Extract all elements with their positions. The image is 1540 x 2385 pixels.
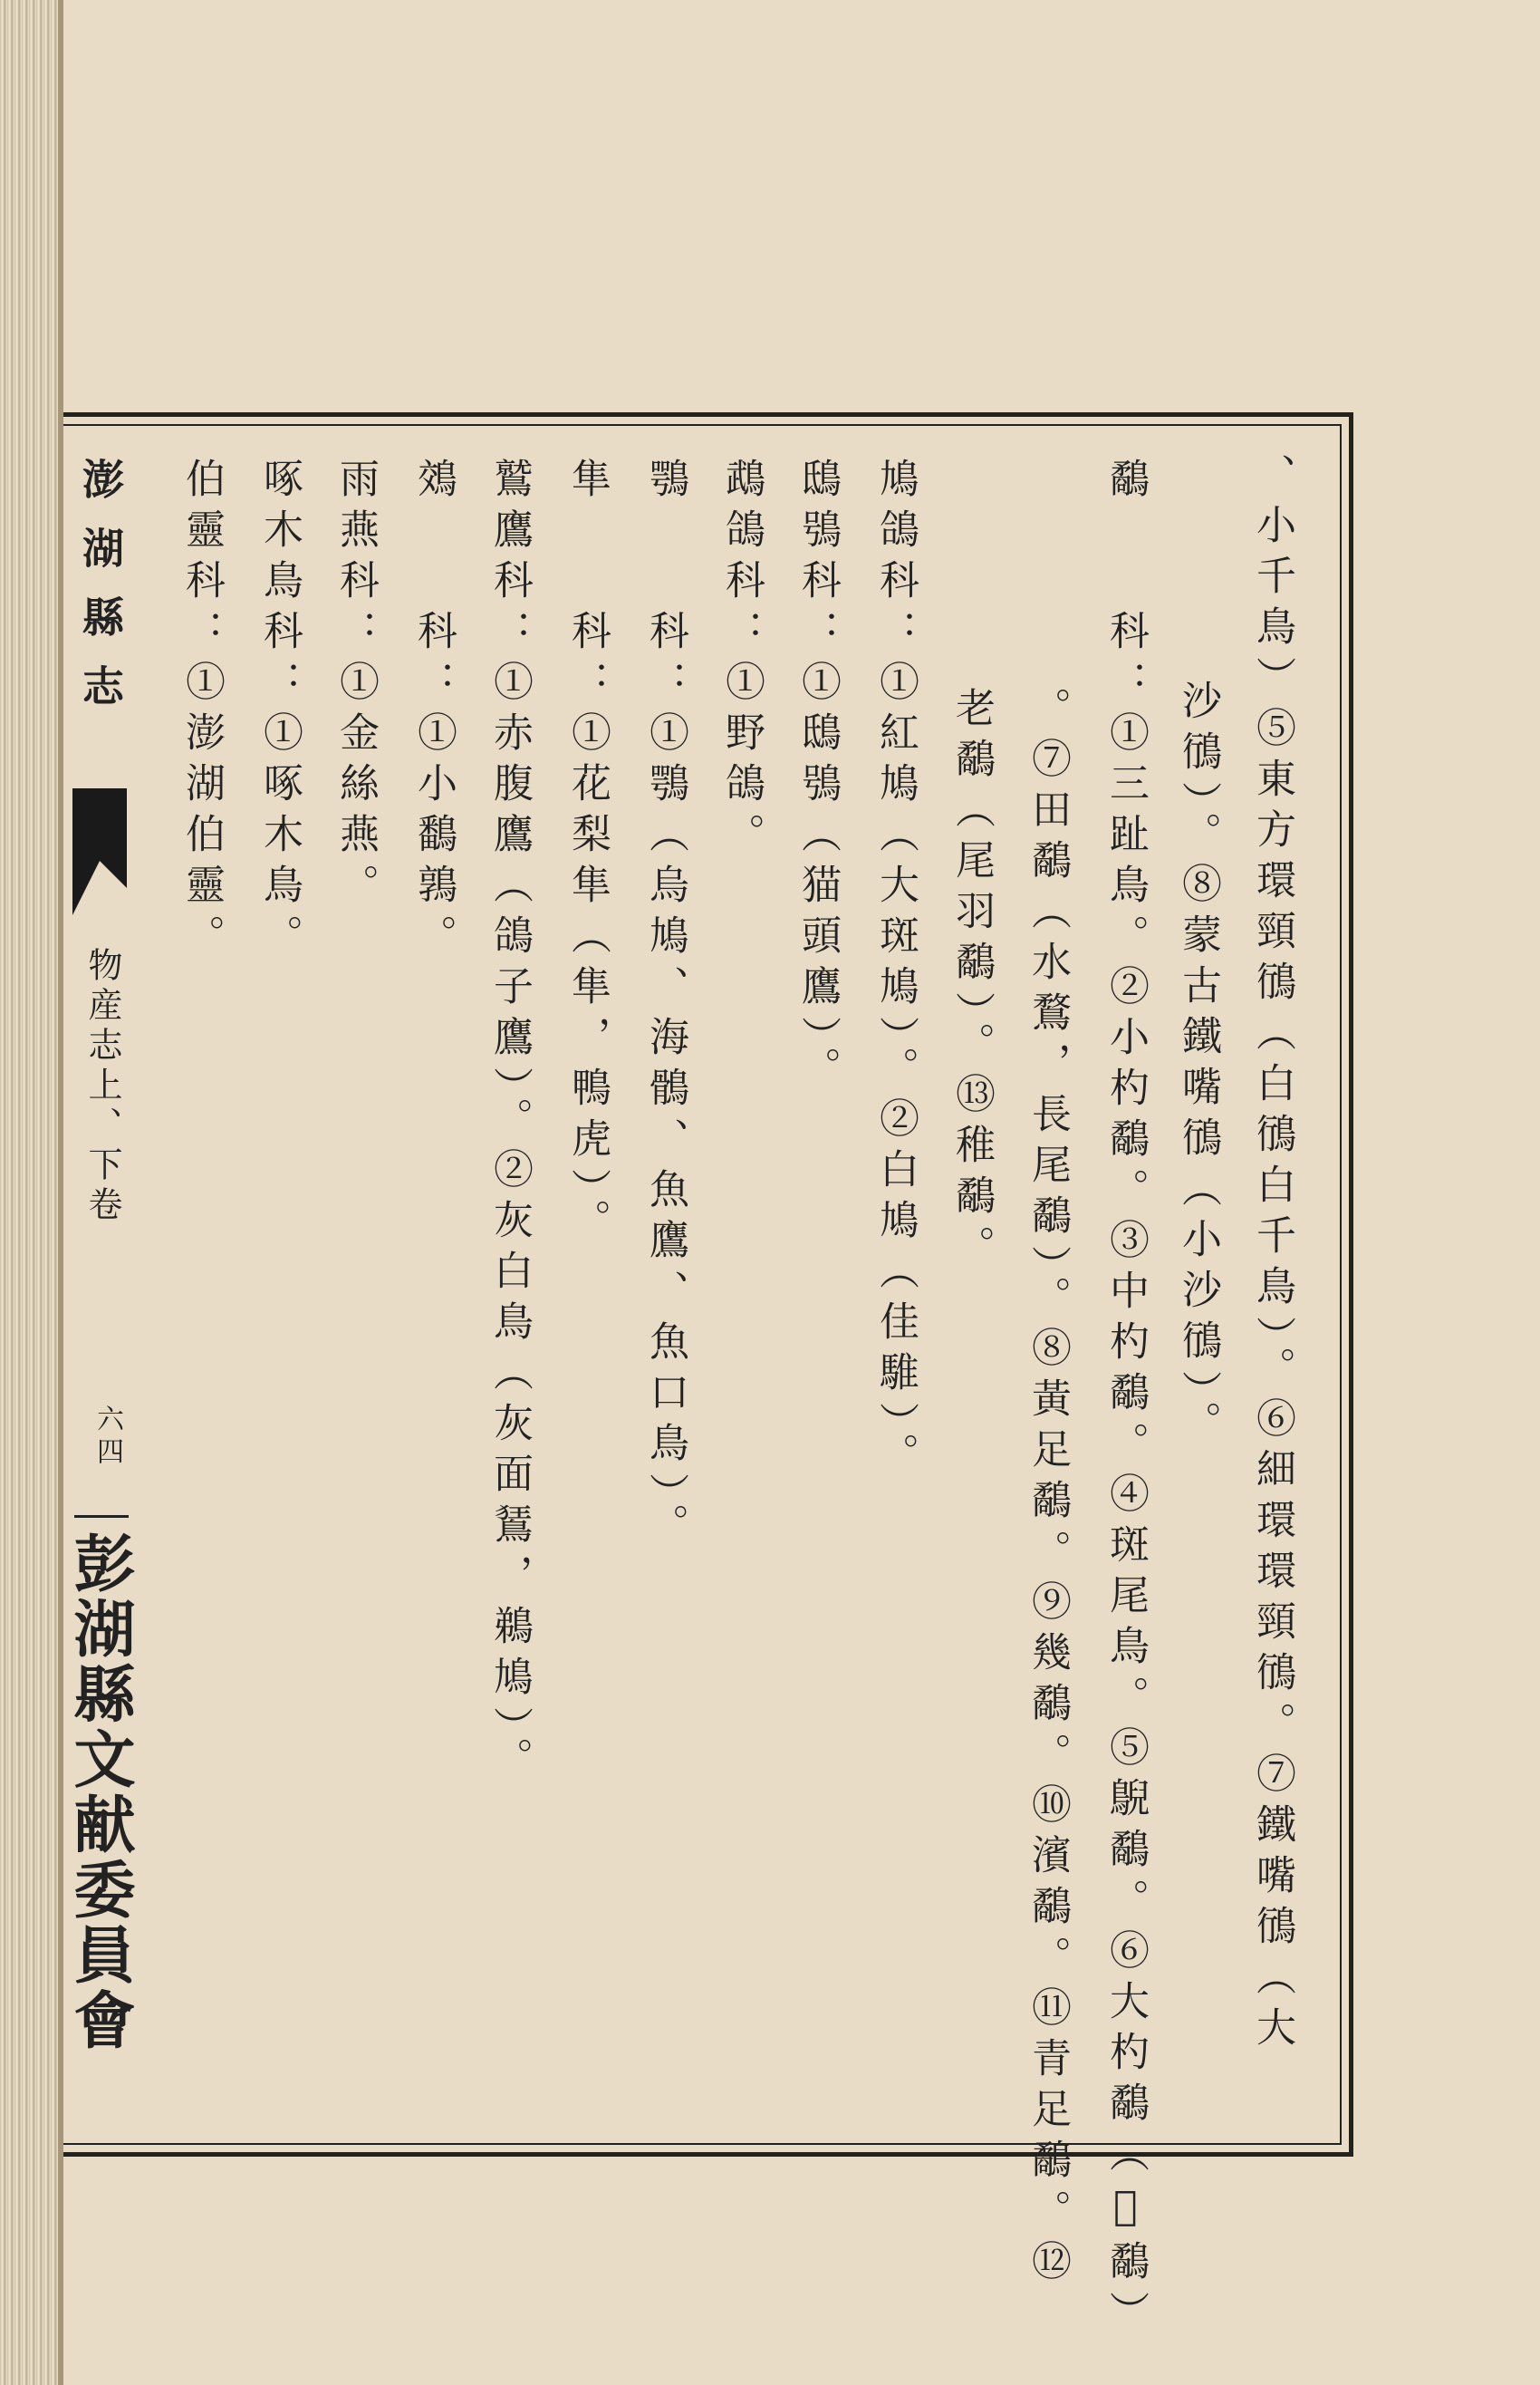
publisher-name: 彭湖縣文献委員會 (63, 1531, 136, 2053)
text-column-7: 鴟鴞科：①鴟鴞（猫頭鷹）。 (794, 458, 841, 1097)
text-column-11: 鷲鷹科：①赤腹鷹（鴿子鷹）。②灰白鳥（灰面鵟，鵜鳩）。 (486, 458, 533, 1788)
text-column-12: 鵁 科：①小鷭鶉。 (410, 458, 457, 965)
text-column-14: 啄木鳥科：①啄木鳥。 (256, 458, 303, 965)
book-title: 澎湖縣志 (76, 458, 125, 733)
fishtail-mark (72, 788, 127, 915)
text-column-2: 沙鴴）。⑧蒙古鐵嘴鴴（小沙鴴）。 (1175, 680, 1221, 1452)
text-column-15: 伯靈科：①澎湖伯靈。 (178, 458, 225, 965)
text-column-10: 隼 科：①花梨隼（隼，鴨虎）。 (564, 458, 611, 1250)
text-column-4: 。⑦田鷸（水鶩，長尾鷸）。⑧黃足鷸。⑨幾鷸。⑩濱鷸。⑪青足鷸。⑫ (1025, 687, 1071, 2291)
text-column-3: 鷸 科：①三趾鳥。②小杓鷸。③中杓鷸。④斑尾鳥。⑤鶃鷸。⑥大杓鷸（𪇧鷸） (1102, 458, 1149, 2342)
page-stack-edge (0, 0, 63, 2385)
text-column-6: 鳩鴿科：①紅鳩（大斑鳩）。②白鳩（佳騅）。 (872, 458, 919, 1483)
margin-rule (74, 1515, 129, 1518)
text-column-5: 老鷸（尾羽鷸）。⑬稚鷸。 (948, 687, 995, 1276)
text-column-13: 雨燕科：①金絲燕。 (332, 458, 379, 914)
page-number: 六四 (91, 1405, 123, 1470)
section-title: 物産志上、下卷 (82, 947, 122, 1226)
text-column-8: 鵡鴿科：①野鴿。 (718, 458, 765, 864)
text-column-9: 鶚 科：①鶚（烏鳩、海鶻、魚鷹、魚口鳥）。 (642, 458, 688, 1554)
text-column-1: 、小千鳥）⑤東方環頸鴴（白鴴白千鳥）。⑥細環環頸鴴。⑦鐵嘴鴴（大 (1249, 453, 1295, 2057)
